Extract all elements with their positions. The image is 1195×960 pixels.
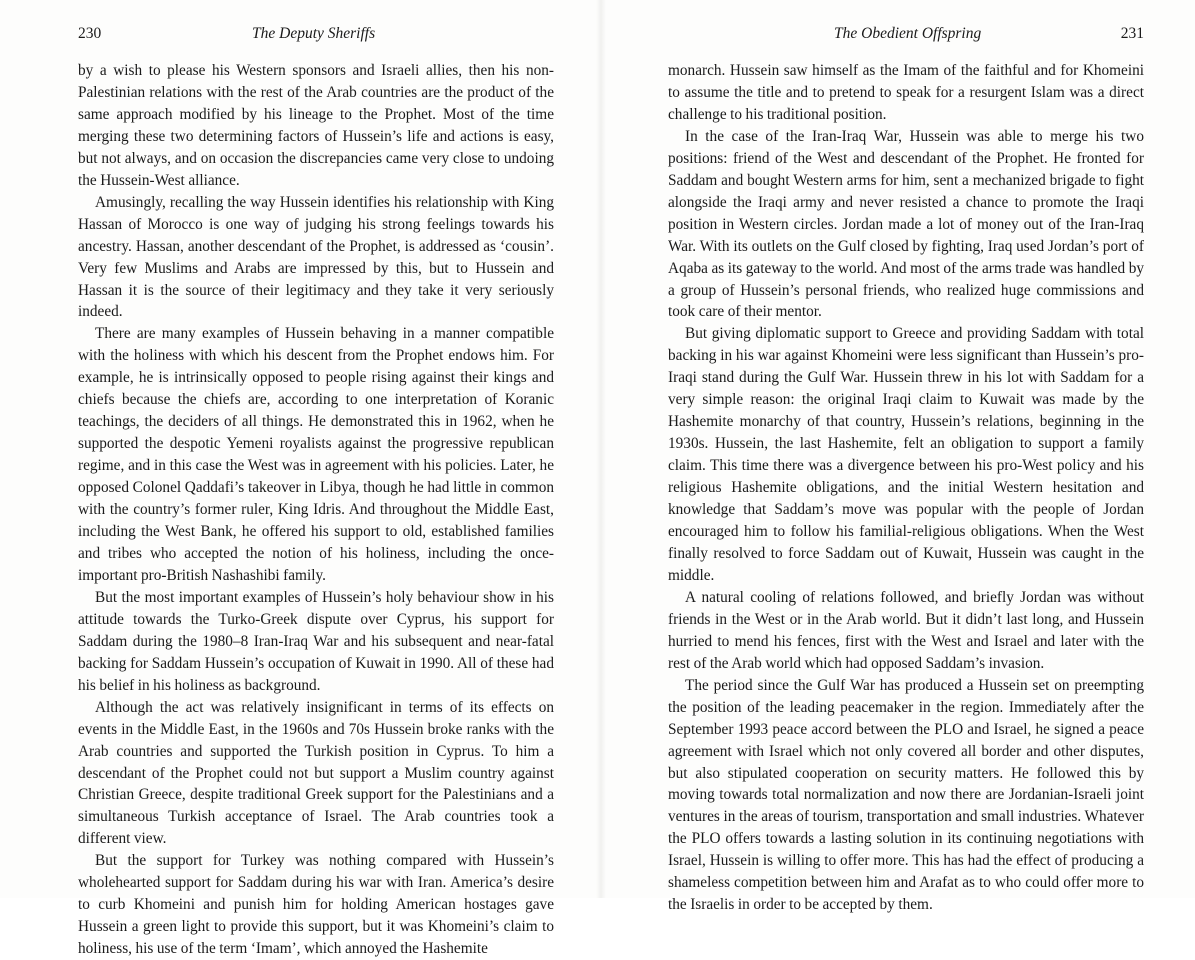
right-paragraph-1: monarch. Hussein saw himself as the Imam of the faithful and for Khomeini to assume the title and to pretend to speak for a resurgent Islam was a direct challenge to his traditional position. bbox=[668, 62, 1144, 123]
left-paragraph-2: Amusingly, recalling the way Hussein identifies his relationship with King Hassan of Morocco is one way of judging his strong feelings towards his ancestry. Hassan, another descendant of the Prophet, is addressed as ‘cousin’. Very few Muslims and Arabs are impressed by this, but to Hussein and Hassan it is the source of their legitimacy and they take it very seriously indeed. bbox=[78, 193, 554, 321]
left-paragraph-4: But the most important examples of Hussein’s holy behaviour show in his attitude towards the Turko-Greek dispute over Cyprus, his support for Saddam during the 1980–8 Iran-Iraq War and his subsequent and near-fatal backing for Saddam Hussein’s occupation of Kuwait in 1990. All of these had his belief in his holiness as background. bbox=[78, 588, 554, 694]
right-paragraph-3: But giving diplomatic support to Greece and providing Saddam with total backing in his war against Khomeini were less significant than Hussein’s pro-Iraqi stand during the Gulf War. Hussein threw in his lot with Saddam for a very simple reason: the original Iraqi claim to Kuwait was made by the Hashemite monarchy of that country, Hussein’s relations, beginning in the 1930s. Hussein, the last Hashemite, felt an obligation to support a family claim. This time there was a divergence between his pro-West policy and his religious Hashemite obligations, and the initial Western hesitation and knowledge that Saddam’s move was popular with the people of Jordan encouraged him to follow his familial-religious obligations. When the West finally resolved to force Saddam out of Kuwait, Hussein was caught in the middle. bbox=[668, 325, 1144, 584]
right-paragraph-2: In the case of the Iran-Iraq War, Hussein was able to merge his two positions: friend of the West and descendant of the Prophet. He fronted for Saddam and bought Western arms for him, sent a mechanized brigade to fight alongside the Iraqi army and never resisted a chance to promote the Iraqi position in Western circles. Jordan made a lot of money out of the Iran-Iraq War. With its outlets on the Gulf closed by fighting, Iraq used Jordan’s port of Aqaba as its gateway to the world. And most of the arms trade was handled by a group of Hussein’s personal friends, who realized huge commissions and took care of their mentor. bbox=[668, 127, 1144, 321]
left-page bbox=[78, 0, 554, 958]
book-gutter bbox=[596, 0, 606, 898]
left-paragraph-1: by a wish to please his Western sponsors and Israeli allies, then his non-Palestinian relations with the rest of the Arab countries are the product of the same approach modified by his lineage to the Prophet. Most of the time merging these two determining factors of Hussein’s life and actions is easy, but not always, and on occasion the discrepancies came very close to undoing the Hussein-West alliance. bbox=[78, 62, 554, 189]
left-body-text bbox=[78, 60, 554, 960]
right-paragraph-4: A natural cooling of relations followed, and briefly Jordan was without friends in the West or in the Arab world. But it didn’t last long, and Hussein hurried to mend his fences, first with the West and Israel and later with the rest of the Arab world which had opposed Saddam’s invasion. bbox=[668, 588, 1144, 672]
right-running-title: The Obedient Offspring bbox=[834, 25, 982, 42]
right-page bbox=[668, 0, 1144, 914]
left-paragraph-6: But the support for Turkey was nothing compared with Hussein’s wholehearted support for Saddam during his war with Iran. America’s desire to curb Khomeini and punish him for holding American hostages gave Hussein a green light to provide this support, but it was Khomeini’s claim to holiness, his use of the term ‘Imam’, which annoyed the Hashemite bbox=[78, 852, 554, 958]
left-page-number: 230 bbox=[78, 25, 102, 42]
right-running-head bbox=[668, 25, 1144, 47]
left-paragraph-3: There are many examples of Hussein behaving in a manner compatible with the holiness with which his descent from the Prophet endows him. For example, he is intrinsically opposed to people rising against their kings and chiefs because the chiefs are, according to one interpretation of Koranic teachings, the deciders of all things. He demonstrated this in 1962, when he supported the despotic Yemeni royalists against the progressive republican regime, and in this case the West was in agreement with his policies. Later, he opposed Colonel Qaddafi’s takeover in Libya, though he had little in common with the country’s former ruler, King Idris. And throughout the Middle East, including the West Bank, he offered his support to old, established families and tribes who accepted the notion of his holiness, including the once-important pro-British Nashashibi family. bbox=[78, 325, 554, 584]
right-paragraph-5: The period since the Gulf War has produced a Hussein set on preempting the position of the leading peacemaker in the region. Immediately after the September 1993 peace accord between the PLO and Israel, he signed a peace agreement with Israel which not only covered all border and other disputes, but also stipulated cooperation on security matters. He followed this by moving towards total normalization and now there are Jordanian-Israeli joint ventures in the areas of tourism, transportation and small industries. Whatever the PLO offers towards a lasting solution in its continuing negotiations with Israel, Hussein is willing to offer more. This has had the effect of producing a shameless competition between him and Arafat as to who could offer more to the Israelis in order to be accepted by them. bbox=[668, 676, 1144, 914]
left-running-title: The Deputy Sheriffs bbox=[252, 25, 376, 42]
right-page-number: 231 bbox=[1120, 25, 1144, 42]
right-body-text bbox=[668, 60, 1144, 916]
left-running-head bbox=[78, 25, 554, 47]
left-paragraph-5: Although the act was relatively insignificant in terms of its effects on events in the Middle East, in the 1960s and 70s Hussein broke ranks with the Arab countries and supported the Turkish position in Cyprus. To him a descendant of the Prophet could not but support a Muslim country against Christian Greece, despite traditional Greek support for the Palestinians and a simultaneous Turkish acceptance of Israel. The Arab countries took a different view. bbox=[78, 698, 554, 848]
